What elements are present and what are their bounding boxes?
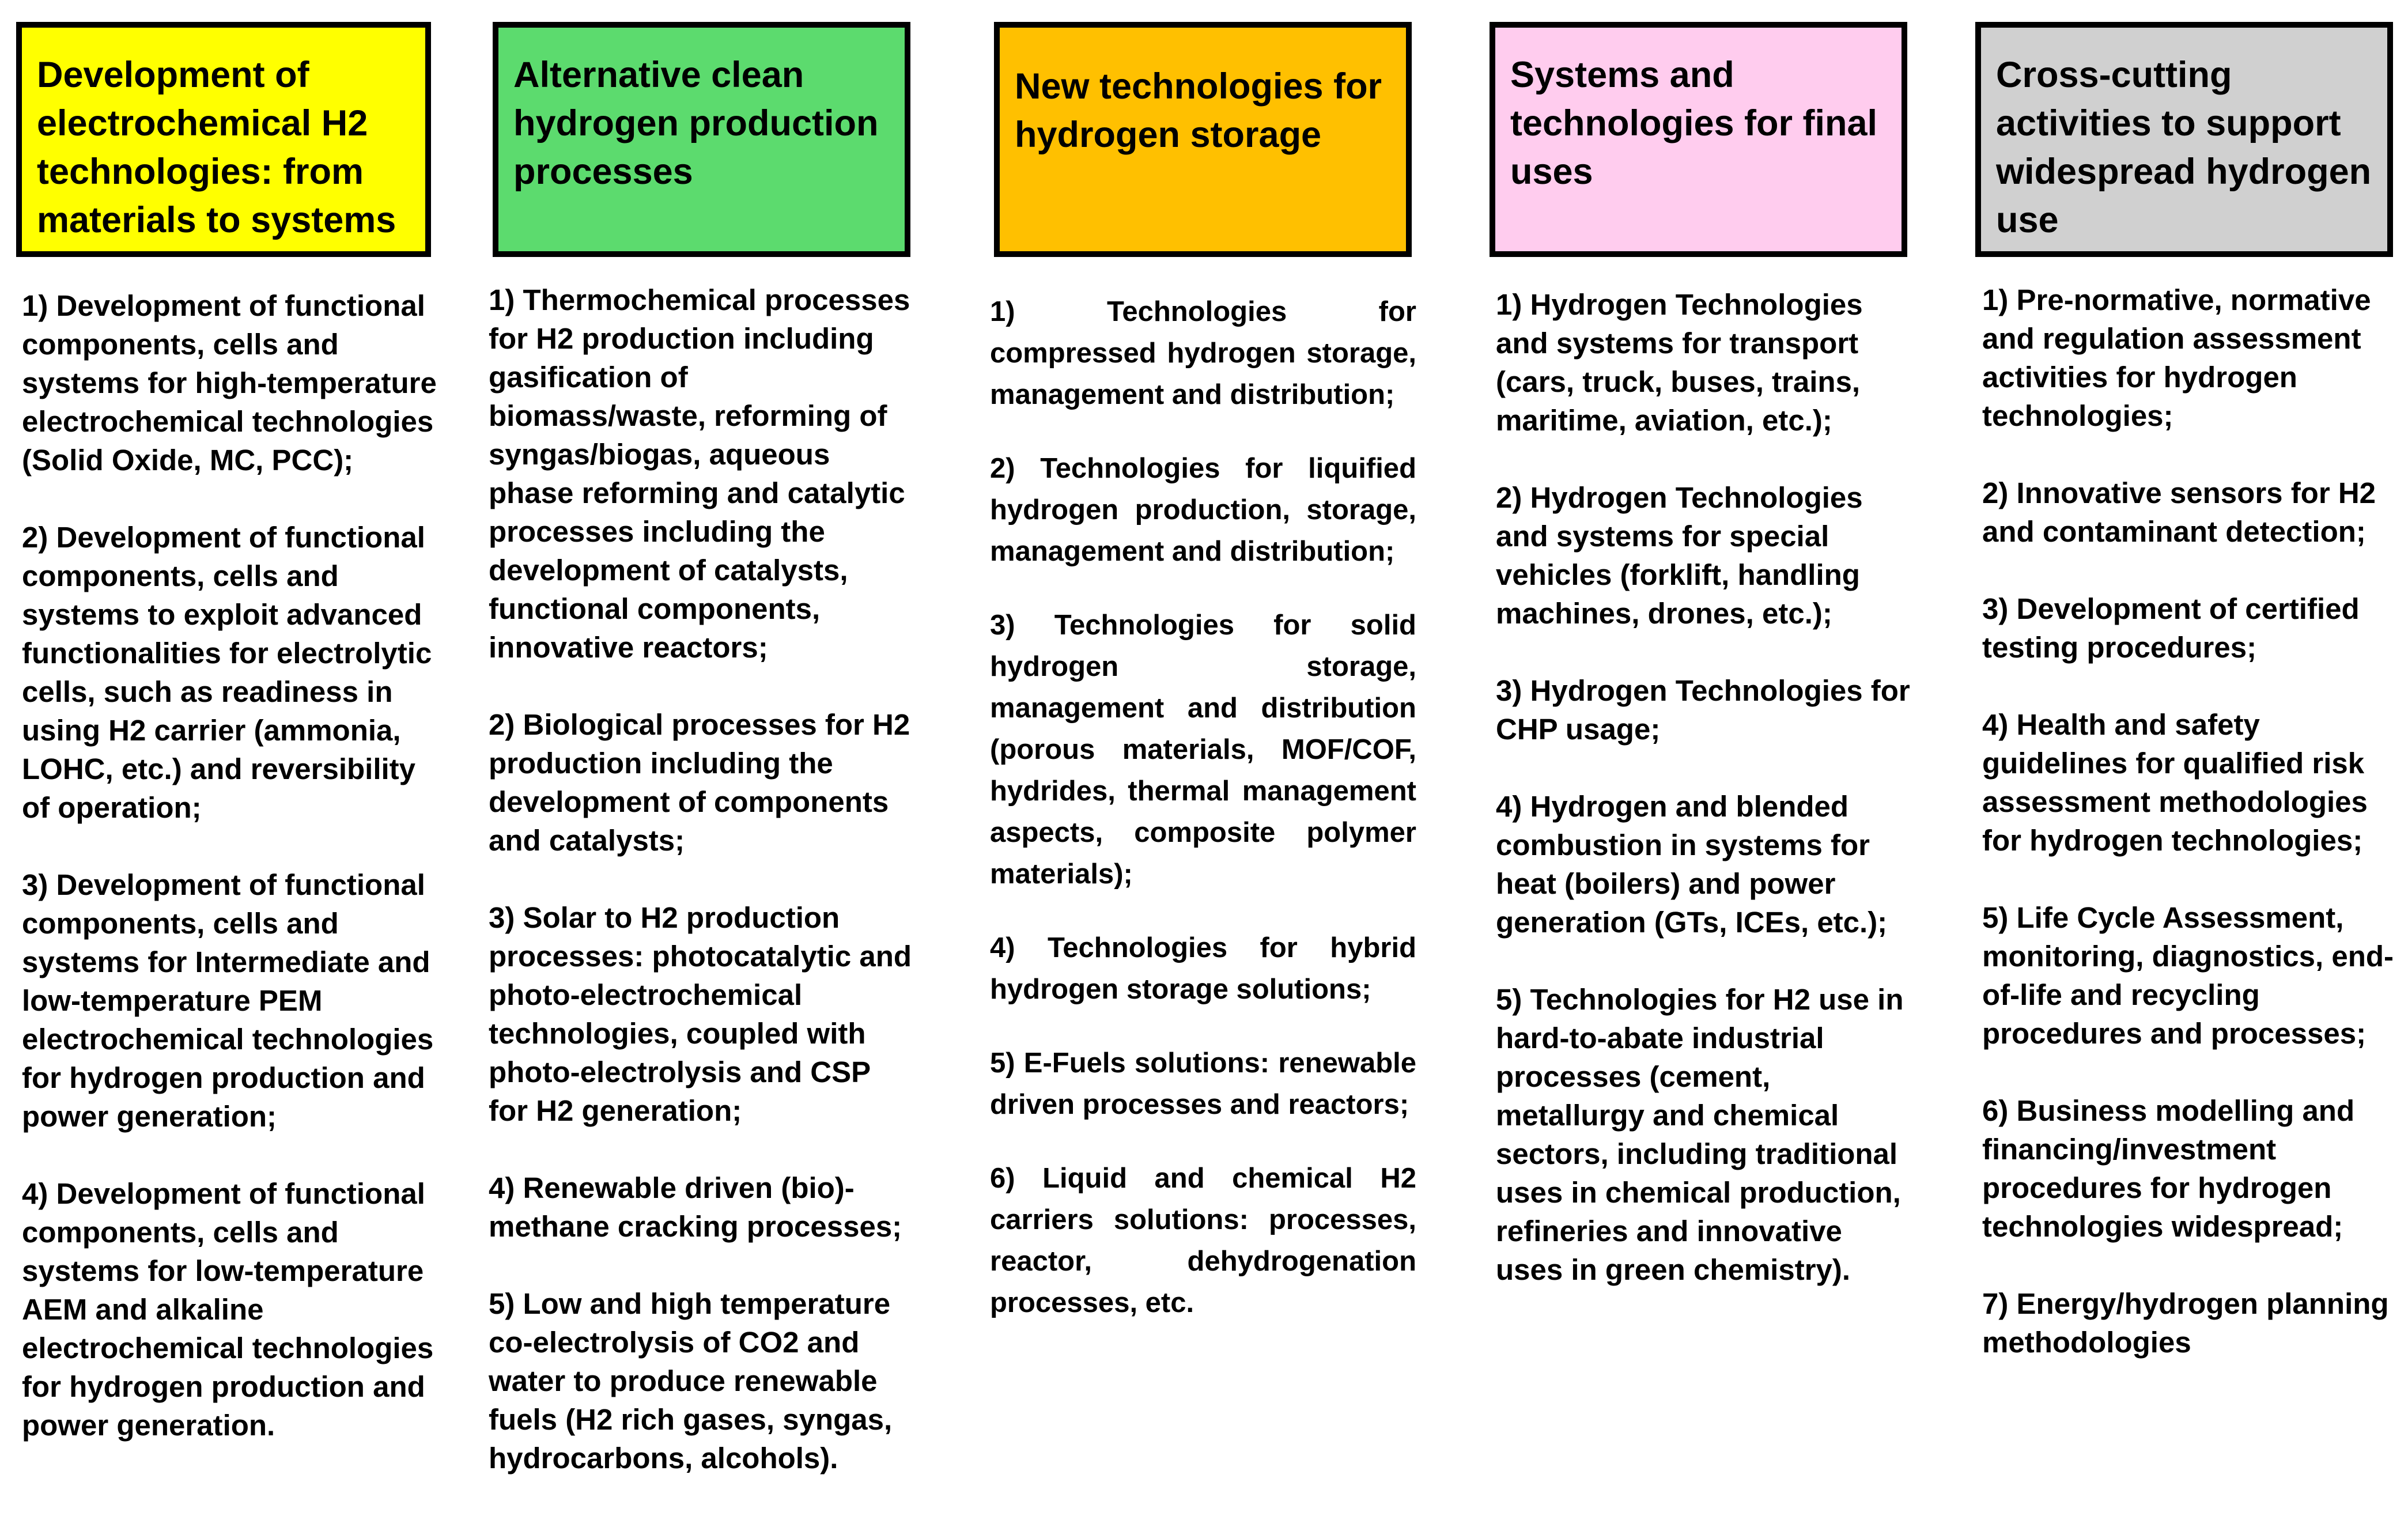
- list-item: 4) Technologies for hybrid hydrogen storage solutions;: [990, 932, 1416, 1005]
- list-item: 5) Life Cycle Assessment, monitoring, diagnostics, end-of-life and recycling procedures and processes;: [1982, 901, 2394, 1050]
- header-production: [493, 22, 910, 257]
- list-item: 2) Technologies for liquified hydrogen production, storage, management and distribution;: [990, 453, 1416, 567]
- list-item: 5) E-Fuels solutions: renewable driven processes and reactors;: [990, 1048, 1416, 1120]
- list-item: 3) Hydrogen Technologies for CHP usage;: [1496, 674, 1910, 746]
- items-storage: [990, 291, 1416, 1356]
- list-item: 2) Innovative sensors for H2 and contaminant detection;: [1982, 477, 2376, 548]
- items-production: [489, 281, 912, 1516]
- list-item: 4) Renewable driven (bio)-methane cracking processes;: [489, 1171, 902, 1243]
- items-final-uses: [1496, 285, 1914, 1328]
- items-electrochemical: [22, 286, 437, 1483]
- list-item: 5) Low and high temperature co-electrolysis of CO2 and water to produce renewable fuels (H2 rich gases, syngas, hydrocarbons, alcohols).: [489, 1287, 893, 1475]
- list-item: 5) Technologies for H2 use in hard-to-abate industrial processes (cement, metallurgy and chemical sectors, including traditional uses in chemical production, refineries and innovative uses in green chemistry).: [1496, 983, 1904, 1286]
- list-item: 3) Solar to H2 production processes: photocatalytic and photo-electrochemical technologies, coupled with photo-electrolysis and CSP for H2 generation;: [489, 901, 912, 1127]
- list-item: 3) Technologies for solid hydrogen storage, management and distribution (porous materials, MOF/COF, hydrides, thermal management aspects, composite polymer materials);: [990, 610, 1416, 890]
- list-item: 4) Hydrogen and blended combustion in systems for heat (boilers) and power generation (GTs, ICEs, etc.);: [1496, 790, 1888, 939]
- header-cross-cutting: [1975, 22, 2393, 257]
- list-item: 2) Biological processes for H2 production including the development of components and catalysts;: [489, 708, 910, 857]
- list-item: 1) Development of functional components, cells and systems for high-temperature electrochemical technologies (Solid Oxide, MC, PCC);: [22, 289, 437, 477]
- header-title: Systems and technologies for final uses: [1510, 55, 1878, 192]
- list-item: 3) Development of functional components, cells and systems for Intermediate and low-temperature PEM electrochemical technologies for hydrogen production and power generation;: [22, 868, 434, 1133]
- list-item: 2) Hydrogen Technologies and systems for special vehicles (forklift, handling machines, drones, etc.);: [1496, 481, 1863, 630]
- header-title: New technologies for hydrogen storage: [1015, 66, 1382, 155]
- header-title: Alternative clean hydrogen production processes: [513, 55, 879, 192]
- list-item: 1) Thermochemical processes for H2 production including gasification of biomass/waste, reforming of syngas/biogas, aqueous phase reforming and catalytic processes including the development of catalysts, functional components, innovative reactors;: [489, 283, 910, 664]
- list-item: 6) Liquid and chemical H2 carriers solutions: processes, reactor, dehydrogenation processes, etc.: [990, 1163, 1416, 1318]
- items-cross-cutting: [1982, 281, 2400, 1400]
- list-item: 4) Health and safety guidelines for qualified risk assessment methodologies for hydrogen technologies;: [1982, 708, 2368, 857]
- header-title: Development of electrochemical H2 technologies: from materials to systems: [37, 55, 396, 240]
- list-item: 1) Pre-normative, normative and regulation assessment activities for hydrogen technologies;: [1982, 283, 2371, 432]
- list-item: 3) Development of certified testing procedures;: [1982, 592, 2360, 664]
- header-electrochemical: [16, 22, 431, 257]
- list-item: 4) Development of functional components, cells and systems for low-temperature AEM and alkaline electrochemical technologies for hydrogen production and power generation.: [22, 1177, 434, 1442]
- list-item: 2) Development of functional components, cells and systems to exploit advanced functionalities for electrolytic cells, such as readiness in using H2 carrier (ammonia, LOHC, etc.) and reversibility of operation;: [22, 521, 432, 824]
- list-item: 6) Business modelling and financing/investment procedures for hydrogen technologies widespread;: [1982, 1094, 2355, 1243]
- header-final-uses: [1490, 22, 1907, 257]
- header-storage: [994, 22, 1412, 257]
- list-item: 1) Hydrogen Technologies and systems for transport (cars, truck, buses, trains, maritime, aviation, etc.);: [1496, 288, 1863, 437]
- list-item: 7) Energy/hydrogen planning methodologies: [1982, 1287, 2389, 1359]
- header-title: Cross-cutting activities to support widespread hydrogen use: [1996, 55, 2372, 240]
- list-item: 1) Technologies for compressed hydrogen storage, management and distribution;: [990, 296, 1416, 410]
